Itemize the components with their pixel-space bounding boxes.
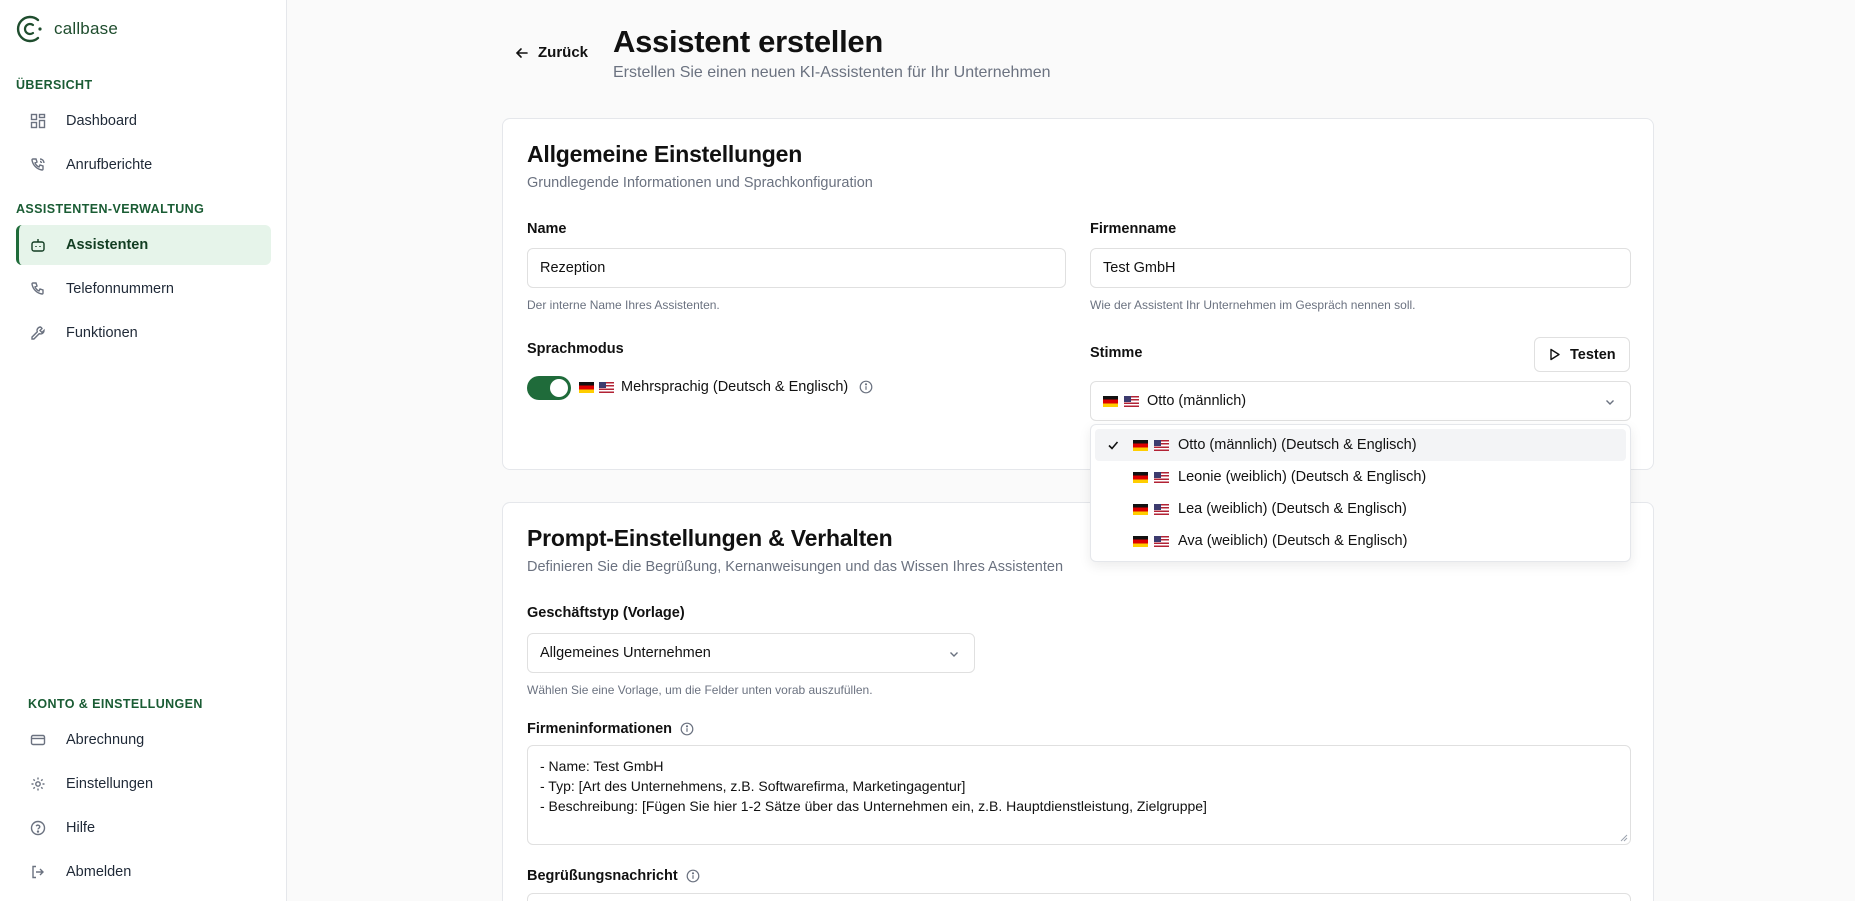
sidebar-item-help[interactable]	[16, 808, 271, 848]
general-settings-card	[502, 118, 1654, 470]
section-label-assistants: ASSISTENTEN-VERWALTUNG	[16, 202, 205, 216]
sidebar	[0, 0, 287, 901]
name-hint: Der interne Name Ihres Assistenten.	[527, 298, 720, 312]
card-subtitle: Grundlegende Informationen und Sprachkonfiguration	[527, 175, 873, 191]
flag-us-icon	[599, 382, 614, 393]
voice-option-label: Ava (weiblich) (Deutsch & Englisch)	[1178, 533, 1408, 549]
sidebar-item-billing[interactable]	[16, 720, 271, 760]
page-title: Assistent erstellen	[613, 24, 883, 59]
company-info-label: Firmeninformationen	[527, 721, 694, 737]
language-mode-text: Mehrsprachig (Deutsch & Englisch)	[621, 379, 849, 395]
business-type-value: Allgemeines Unternehmen	[540, 645, 711, 661]
brand-name: callbase	[54, 19, 118, 38]
back-label: Zurück	[538, 44, 589, 61]
info-icon[interactable]	[859, 380, 873, 394]
sidebar-item-functions[interactable]	[16, 313, 271, 353]
logout-icon	[30, 864, 46, 880]
greeting-label: Begrüßungsnachricht	[527, 868, 700, 884]
sidebar-item-label: Telefonnummern	[66, 281, 174, 297]
sidebar-item-label: Abmelden	[66, 864, 132, 880]
sidebar-item-label: Assistenten	[66, 237, 149, 253]
voice-option-label: Otto (männlich) (Deutsch & Englisch)	[1178, 437, 1417, 453]
voice-select[interactable]	[1090, 381, 1631, 421]
card-subtitle: Definieren Sie die Begrüßung, Kernanweisungen und das Wissen Ihres Assistenten	[527, 559, 1064, 575]
sidebar-item-label: Abrechnung	[66, 732, 145, 748]
brand-logo[interactable]	[16, 14, 118, 44]
company-input[interactable]: Test GmbH	[1090, 248, 1631, 288]
page-subtitle: Erstellen Sie einen neuen KI-Assistenten für Ihr Unternehmen	[613, 64, 1051, 81]
voice-label: Stimme	[1090, 345, 1143, 361]
credit-card-icon	[30, 732, 46, 748]
language-mode-label: Sprachmodus	[527, 341, 624, 357]
company-info-textarea[interactable]	[527, 745, 1631, 845]
grid-icon	[30, 113, 46, 129]
arrow-left-icon	[515, 46, 529, 60]
business-type-hint: Wählen Sie eine Vorlage, um die Felder unten vorab auszufüllen.	[527, 683, 873, 697]
sidebar-item-label: Funktionen	[66, 325, 138, 341]
language-mode-toggle[interactable]	[527, 376, 571, 400]
name-input[interactable]: Rezeption	[527, 248, 1066, 288]
phone-call-icon	[30, 157, 46, 173]
flag-us-icon	[1154, 536, 1169, 547]
flag-de-icon	[1133, 536, 1148, 547]
business-type-select[interactable]	[527, 633, 975, 673]
info-icon[interactable]	[680, 722, 694, 736]
flag-de-icon	[1133, 472, 1148, 483]
card-title: Allgemeine Einstellungen	[527, 141, 803, 167]
flag-de-icon	[579, 382, 594, 393]
business-type-label: Geschäftstyp (Vorlage)	[527, 605, 685, 621]
chevron-down-icon	[1604, 396, 1616, 408]
sidebar-item-logout[interactable]	[16, 852, 271, 892]
name-label: Name	[527, 221, 567, 237]
check-icon	[1107, 439, 1119, 451]
sidebar-item-call-reports[interactable]	[16, 145, 271, 185]
voice-option[interactable]	[1095, 493, 1626, 525]
sidebar-item-settings[interactable]	[16, 764, 271, 804]
voice-select-value: Otto (männlich)	[1147, 393, 1247, 409]
test-voice-label: Testen	[1570, 346, 1616, 363]
resize-handle-icon[interactable]	[1619, 833, 1628, 842]
callbase-logo-icon	[16, 14, 46, 44]
bot-icon	[30, 237, 46, 253]
company-label: Firmenname	[1090, 221, 1177, 237]
test-voice-button[interactable]	[1534, 337, 1630, 372]
voice-option[interactable]	[1095, 525, 1626, 557]
voice-option-label: Leonie (weiblich) (Deutsch & Englisch)	[1178, 469, 1427, 485]
language-mode-value	[579, 379, 873, 395]
flag-de-icon	[1133, 504, 1148, 515]
sidebar-item-assistants[interactable]	[16, 225, 271, 265]
sidebar-item-label: Anrufberichte	[66, 157, 153, 173]
flag-us-icon	[1124, 396, 1139, 407]
wrench-icon	[30, 325, 46, 341]
help-circle-icon	[30, 820, 46, 836]
sidebar-item-label: Hilfe	[66, 820, 96, 836]
flag-de-icon	[1103, 396, 1118, 407]
play-icon	[1548, 348, 1561, 361]
phone-icon	[30, 281, 46, 297]
flag-us-icon	[1154, 504, 1169, 515]
sidebar-item-label: Einstellungen	[66, 776, 154, 792]
flag-us-icon	[1154, 440, 1169, 451]
section-label-overview: ÜBERSICHT	[16, 78, 93, 92]
company-info-line: - Typ: [Art des Unternehmens, z.B. Softwarefirma, Marketingagentur]	[540, 778, 966, 794]
chevron-down-icon	[948, 648, 960, 660]
voice-dropdown-menu	[1090, 424, 1631, 562]
card-title: Prompt-Einstellungen & Verhalten	[527, 525, 893, 551]
flag-de-icon	[1133, 440, 1148, 451]
info-icon[interactable]	[686, 869, 700, 883]
sidebar-item-label: Dashboard	[66, 113, 137, 129]
company-info-line: - Name: Test GmbH	[540, 758, 664, 774]
gear-icon	[30, 776, 46, 792]
section-label-account: KONTO & EINSTELLUNGEN	[28, 697, 203, 711]
voice-option-label: Lea (weiblich) (Deutsch & Englisch)	[1178, 501, 1407, 517]
back-button[interactable]	[515, 44, 588, 61]
sidebar-item-dashboard[interactable]	[16, 101, 271, 141]
voice-option[interactable]	[1095, 461, 1626, 493]
voice-option[interactable]	[1095, 429, 1626, 461]
flag-us-icon	[1154, 472, 1169, 483]
company-hint: Wie der Assistent Ihr Unternehmen im Gespräch nennen soll.	[1090, 298, 1416, 312]
company-info-line: - Beschreibung: [Fügen Sie hier 1-2 Sätze über das Unternehmen ein, z.B. Hauptdienstleistung, Zielgruppe]	[540, 798, 1207, 814]
greeting-input[interactable]	[527, 893, 1631, 901]
sidebar-item-phone-numbers[interactable]	[16, 269, 271, 309]
